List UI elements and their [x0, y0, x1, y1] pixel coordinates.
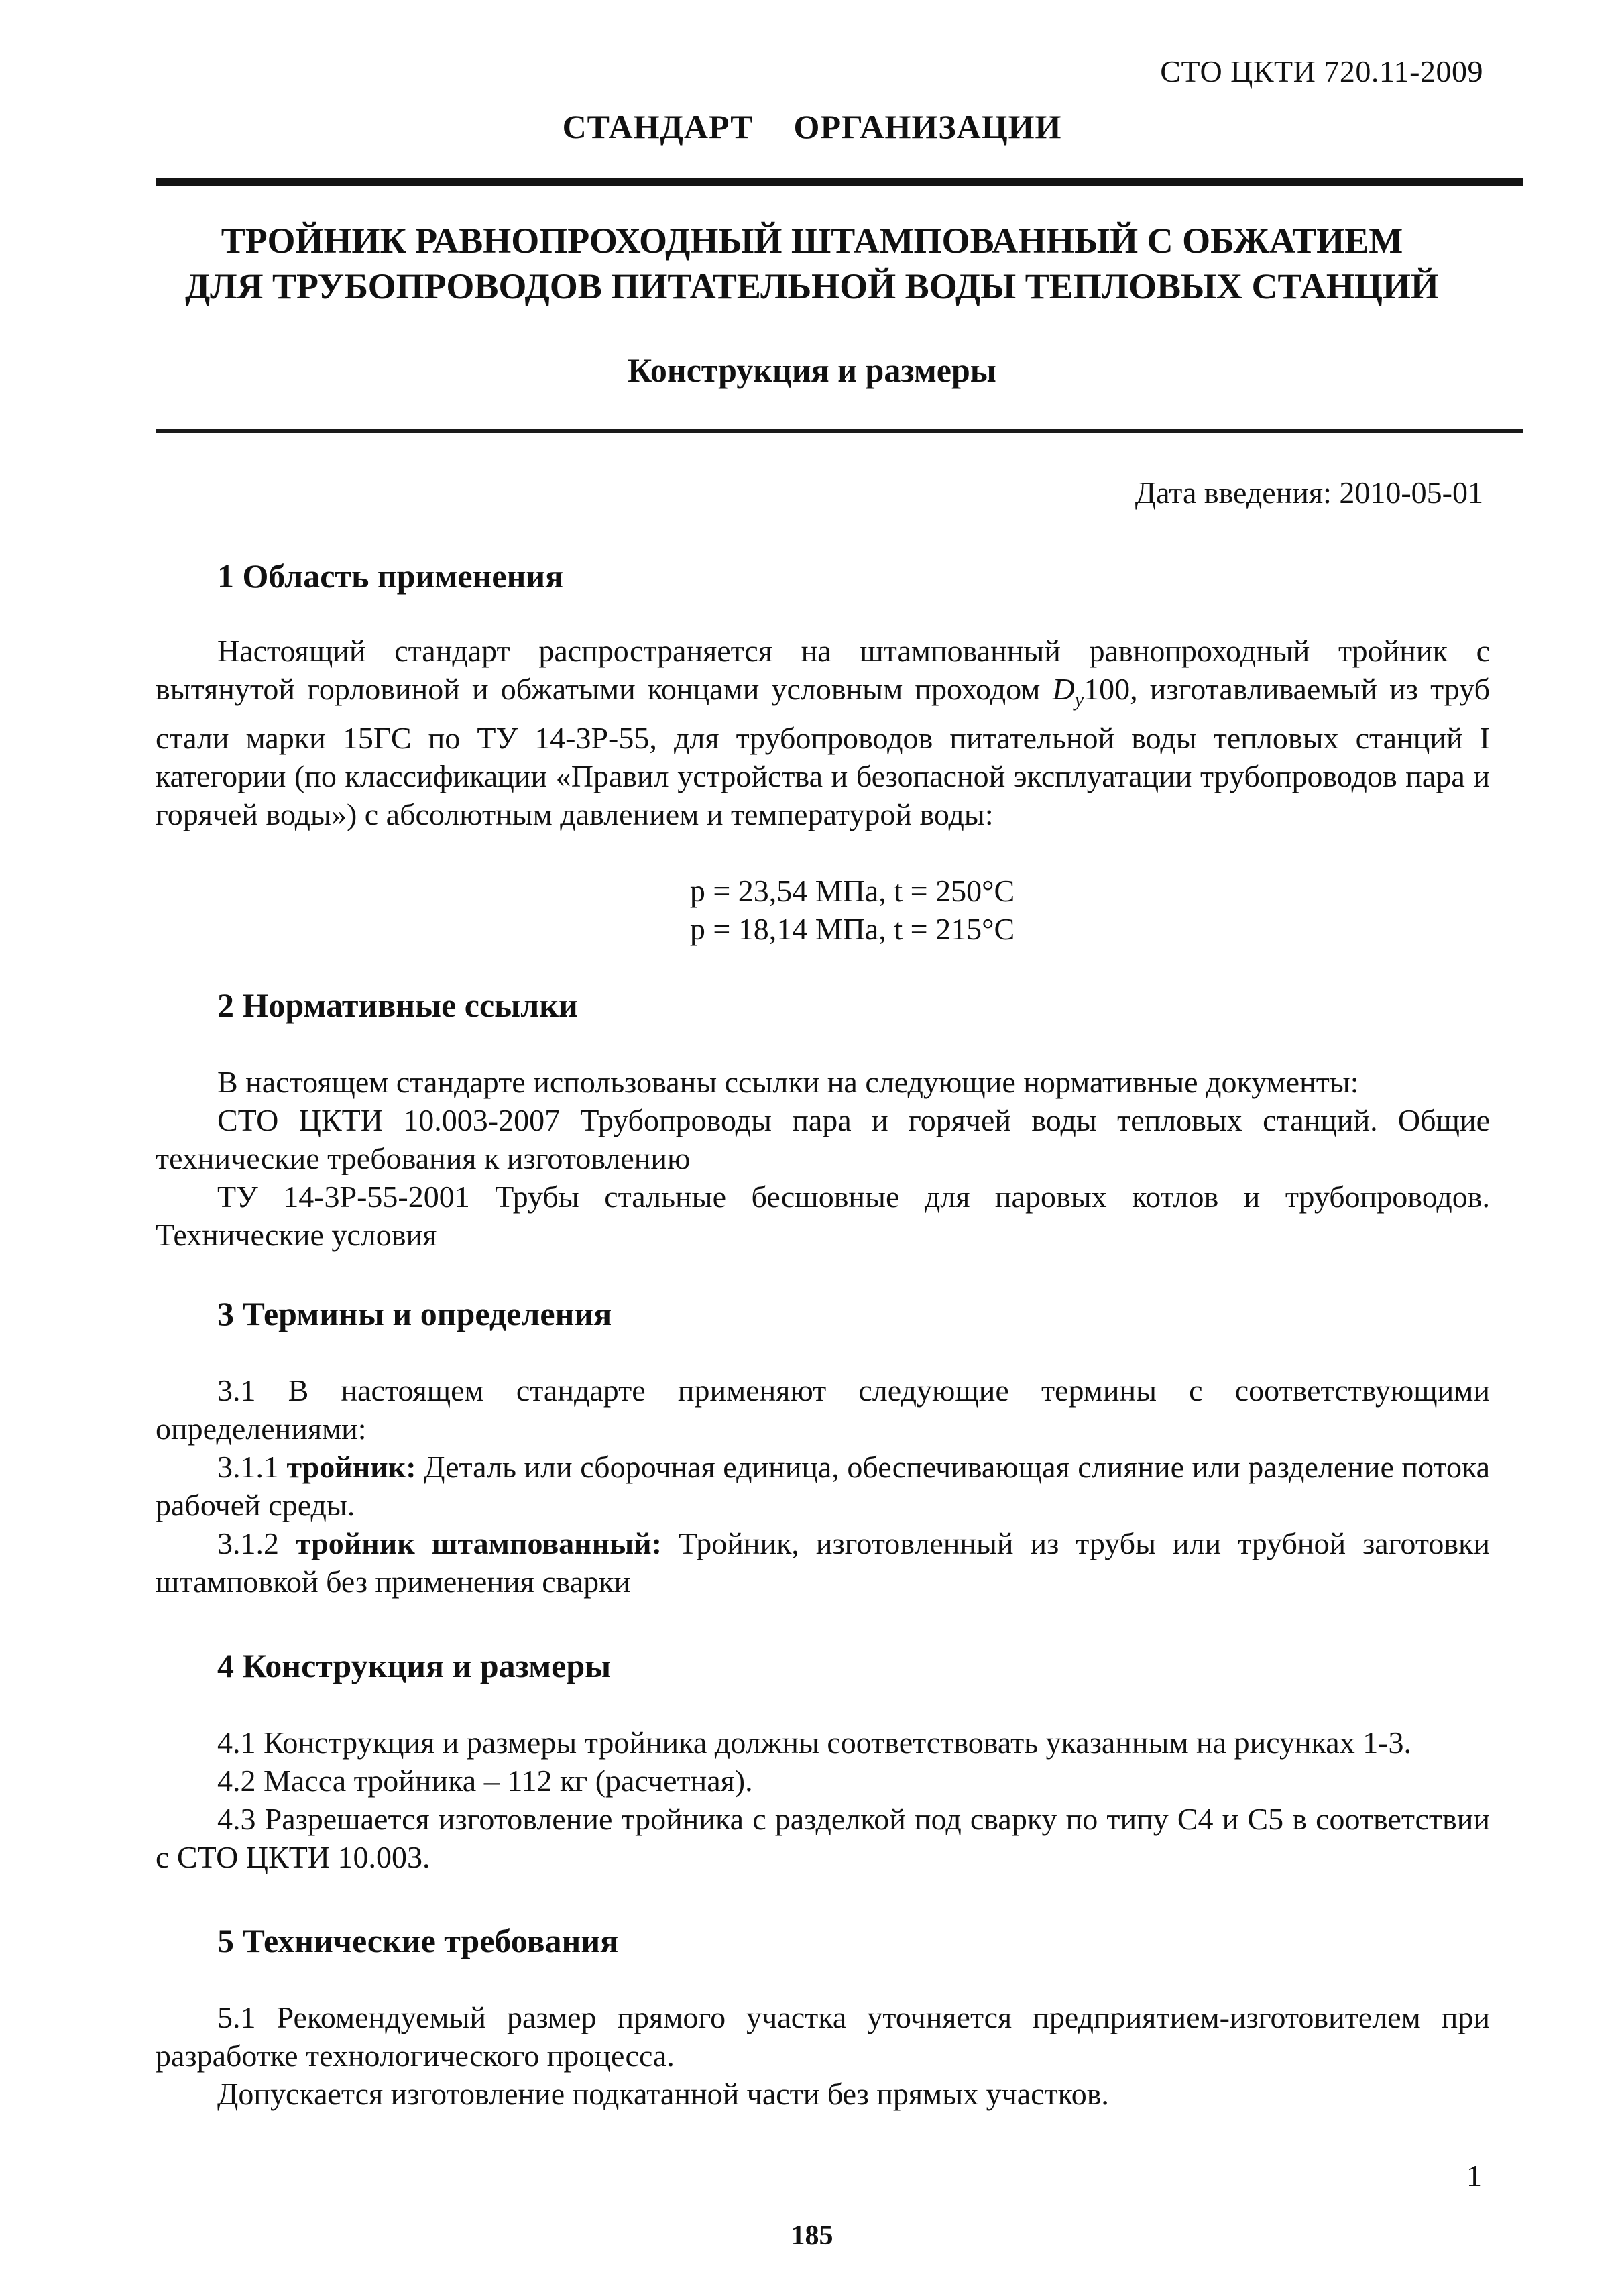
dy-subscript: y [1074, 689, 1084, 711]
document-code: СТО ЦКТИ 720.11-2009 [1160, 54, 1483, 89]
section-3-paragraph-2 [156, 1448, 1490, 1524]
section-1-body [156, 632, 1490, 834]
section-2-paragraph-3: ТУ 14-3Р-55-2001 Трубы стальные бесшовные для паровых котлов и трубопроводов. Технические условия [156, 1180, 1490, 1252]
section-4-paragraph-2: 4.2 Масса тройника – 112 кг (расчетная). [217, 1764, 753, 1798]
document-title [0, 218, 1624, 309]
term-2-number: 3.1.2 [217, 1526, 296, 1560]
term-1-number: 3.1.1 [217, 1450, 287, 1484]
section-4-paragraph-1: 4.1 Конструкция и размеры тройника должны соответствовать указанным на рисунках 1-3. [217, 1725, 1412, 1760]
term-2-definition: Тройник, изготовленный из трубы или трубной заготовки штамповкой без применения сварки [156, 1526, 1491, 1599]
header-thin-rule [156, 429, 1523, 433]
section-2-paragraph-1: В настоящем стандарте использованы ссылки на следующие нормативные документы: [217, 1065, 1359, 1099]
organization-standard-title [0, 107, 1624, 146]
section-3-heading: 3 Термины и определения [217, 1295, 612, 1332]
sheet-number: 185 [791, 2220, 833, 2251]
section-5-body [156, 1998, 1490, 2113]
dy-letter: D [1052, 672, 1075, 706]
section-3-paragraph-1: 3.1 В настоящем стандарте применяют следующие термины с соответствующими определениями: [156, 1373, 1490, 1446]
org-title-word-organization: ОРГАНИЗАЦИИ [793, 108, 1062, 146]
section-1-paragraph [156, 632, 1490, 834]
section-1-text-a: Настоящий стандарт распространяется на штампованный равнопроходный тройник с вытянутой горловиной и обжатыми концами условным проходом [156, 634, 1490, 706]
header-thick-rule [156, 178, 1523, 186]
section-2-heading: 2 Нормативные ссылки [217, 986, 578, 1024]
page-number: 1 [1466, 2159, 1482, 2193]
section-3-paragraph-3 [156, 1524, 1490, 1601]
term-1-definition: Деталь или сборочная единица, обеспечивающая слияние или разделение потока рабочей среды. [156, 1450, 1491, 1522]
nominal-diameter-symbol [1052, 672, 1084, 711]
section-2-body [156, 1063, 1490, 1254]
formula-line-1: p = 23,54 МПа, t = 250°С [689, 874, 1015, 908]
section-1-text-b: 100, изготавливаемый из труб стали марки 15ГС по ТУ 14-3Р-55, для трубопроводов питательной воды тепловых станций I категории (по классификации «Правил устройства и безопасной эксплуатации трубопроводов пара и горячей воды») с абсолютным давлением и температурой воды: [156, 672, 1490, 832]
org-title-word-standard: СТАНДАРТ [562, 108, 754, 146]
section-4-heading: 4 Конструкция и размеры [217, 1647, 612, 1684]
term-2-name: тройник штампованный: [295, 1526, 662, 1560]
section-1-heading: 1 Область применения [217, 557, 564, 595]
section-5-heading: 5 Технические требования [217, 1922, 619, 1959]
section-4-paragraph-3: 4.3 Разрешается изготовление тройника с разделкой под сварку по типу С4 и С5 в соответствии с СТО ЦКТИ 10.003. [156, 1802, 1490, 1874]
section-4-body [156, 1723, 1490, 1876]
section-5-paragraph-1: 5.1 Рекомендуемый размер прямого участка уточняется предприятием-изготовителем при разработке технологического процесса. [156, 2000, 1490, 2073]
section-3-body [156, 1371, 1490, 1601]
section-2-paragraph-2: СТО ЦКТИ 10.003-2007 Трубопроводы пара и горячей воды тепловых станций. Общие технические требования к изготовлению [156, 1103, 1490, 1175]
term-1-name: тройник: [286, 1450, 416, 1484]
document-title-line-1: ТРОЙНИК РАВНОПРОХОДНЫЙ ШТАМПОВАННЫЙ С ОБЖАТИЕМ [221, 221, 1403, 261]
introduction-date: Дата введения: 2010-05-01 [1135, 475, 1483, 510]
section-5-paragraph-2: Допускается изготовление подкатанной части без прямых участков. [217, 2077, 1109, 2111]
formula-line-2: p = 18,14 МПа, t = 215°С [689, 912, 1015, 946]
document-subtitle: Конструкция и размеры [628, 351, 996, 389]
document-title-line-2: ДЛЯ ТРУБОПРОВОДОВ ПИТАТЕЛЬНОЙ ВОДЫ ТЕПЛОВЫХ СТАНЦИЙ [185, 266, 1439, 306]
pressure-temperature-formulas [0, 872, 1624, 948]
